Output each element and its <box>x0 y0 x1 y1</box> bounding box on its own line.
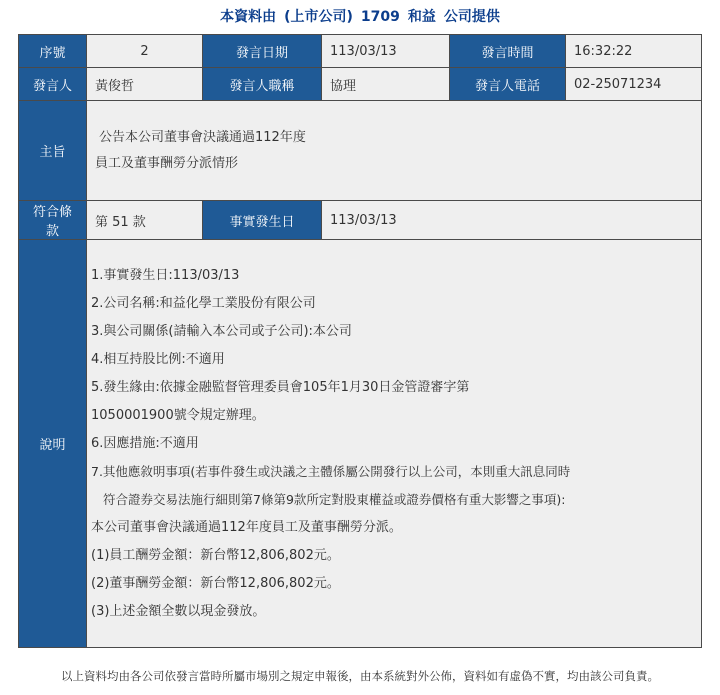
speaker-value: 黃俊哲 <box>87 68 203 101</box>
seq-value: 2 <box>87 35 203 68</box>
table-row <box>19 68 702 101</box>
seq-label: 序號 <box>19 35 87 68</box>
description-line: (3)上述金額全數以現金發放。 <box>91 603 266 619</box>
time-label: 發言時間 <box>450 35 566 68</box>
description-line: (2)董事酬勞金額：新台幣12,806,802元。 <box>91 575 340 591</box>
header-prefix: 本資料由 <box>220 9 277 25</box>
description-line: 6.因應措施:不適用 <box>91 435 199 451</box>
description-line: 1.事實發生日:113/03/13 <box>91 267 240 283</box>
clause-value: 第 51 款 <box>87 201 203 240</box>
description-line: 本公司董事會決議通過112年度員工及董事酬勞分派。 <box>91 519 402 535</box>
subject-label: 主旨 <box>19 101 87 201</box>
description-label: 說明 <box>19 240 87 648</box>
subject-line: 公告本公司董事會決議通過112年度 <box>99 129 306 145</box>
speaker-title-value: 協理 <box>322 68 450 101</box>
table-row <box>19 201 702 240</box>
date-label: 發言日期 <box>203 35 322 68</box>
header-company: 和益 <box>407 9 436 25</box>
page-header <box>0 6 720 26</box>
speaker-phone-label: 發言人電話 <box>450 68 566 101</box>
speaker-phone-value: 02-25071234 <box>566 68 702 101</box>
speaker-title-label: 發言人職稱 <box>203 68 322 101</box>
disclaimer-footer: 以上資料均由各公司依發言當時所屬市場別之規定申報後，由本系統對外公佈，資料如有虛偽不實，均由該公司負責。 <box>61 669 659 683</box>
header-market: (上市公司) <box>284 9 353 25</box>
event-date-label: 事實發生日 <box>203 201 322 240</box>
description-line: 3.與公司關係(請輸入本公司或子公司):本公司 <box>91 323 352 339</box>
description-line: 符合證券交易法施行細則第7條第9款所定對股東權益或證券價格有重大影響之事項): <box>103 491 566 507</box>
description-line: 2.公司名稱:和益化學工業股份有限公司 <box>91 295 316 311</box>
time-value: 16:32:22 <box>566 35 702 68</box>
table-row <box>19 240 702 648</box>
description-line: (1)員工酬勞金額：新台幣12,806,802元。 <box>91 547 340 563</box>
date-value: 113/03/13 <box>322 35 450 68</box>
description-cell <box>87 240 702 648</box>
subject-line: 員工及董事酬勞分派情形 <box>95 155 239 171</box>
subject-cell <box>87 101 702 201</box>
table-row <box>19 101 702 201</box>
table-row <box>19 35 702 68</box>
description-line: 4.相互持股比例:不適用 <box>91 351 225 367</box>
announcement-table <box>18 34 702 648</box>
description-line: 5.發生緣由:依據金融監督管理委員會105年1月30日金管證審字第 <box>91 379 470 395</box>
event-date-value: 113/03/13 <box>322 201 702 240</box>
header-code: 1709 <box>360 9 400 25</box>
header-suffix: 公司提供 <box>443 9 500 25</box>
description-line: 1050001900號令規定辦理。 <box>91 407 265 423</box>
clause-label: 符合條款 <box>19 201 87 240</box>
description-line: 7.其他應敘明事項(若事件發生或決議之主體係屬公開發行以上公司，本則重大訊息同時 <box>91 463 571 479</box>
speaker-label: 發言人 <box>19 68 87 101</box>
